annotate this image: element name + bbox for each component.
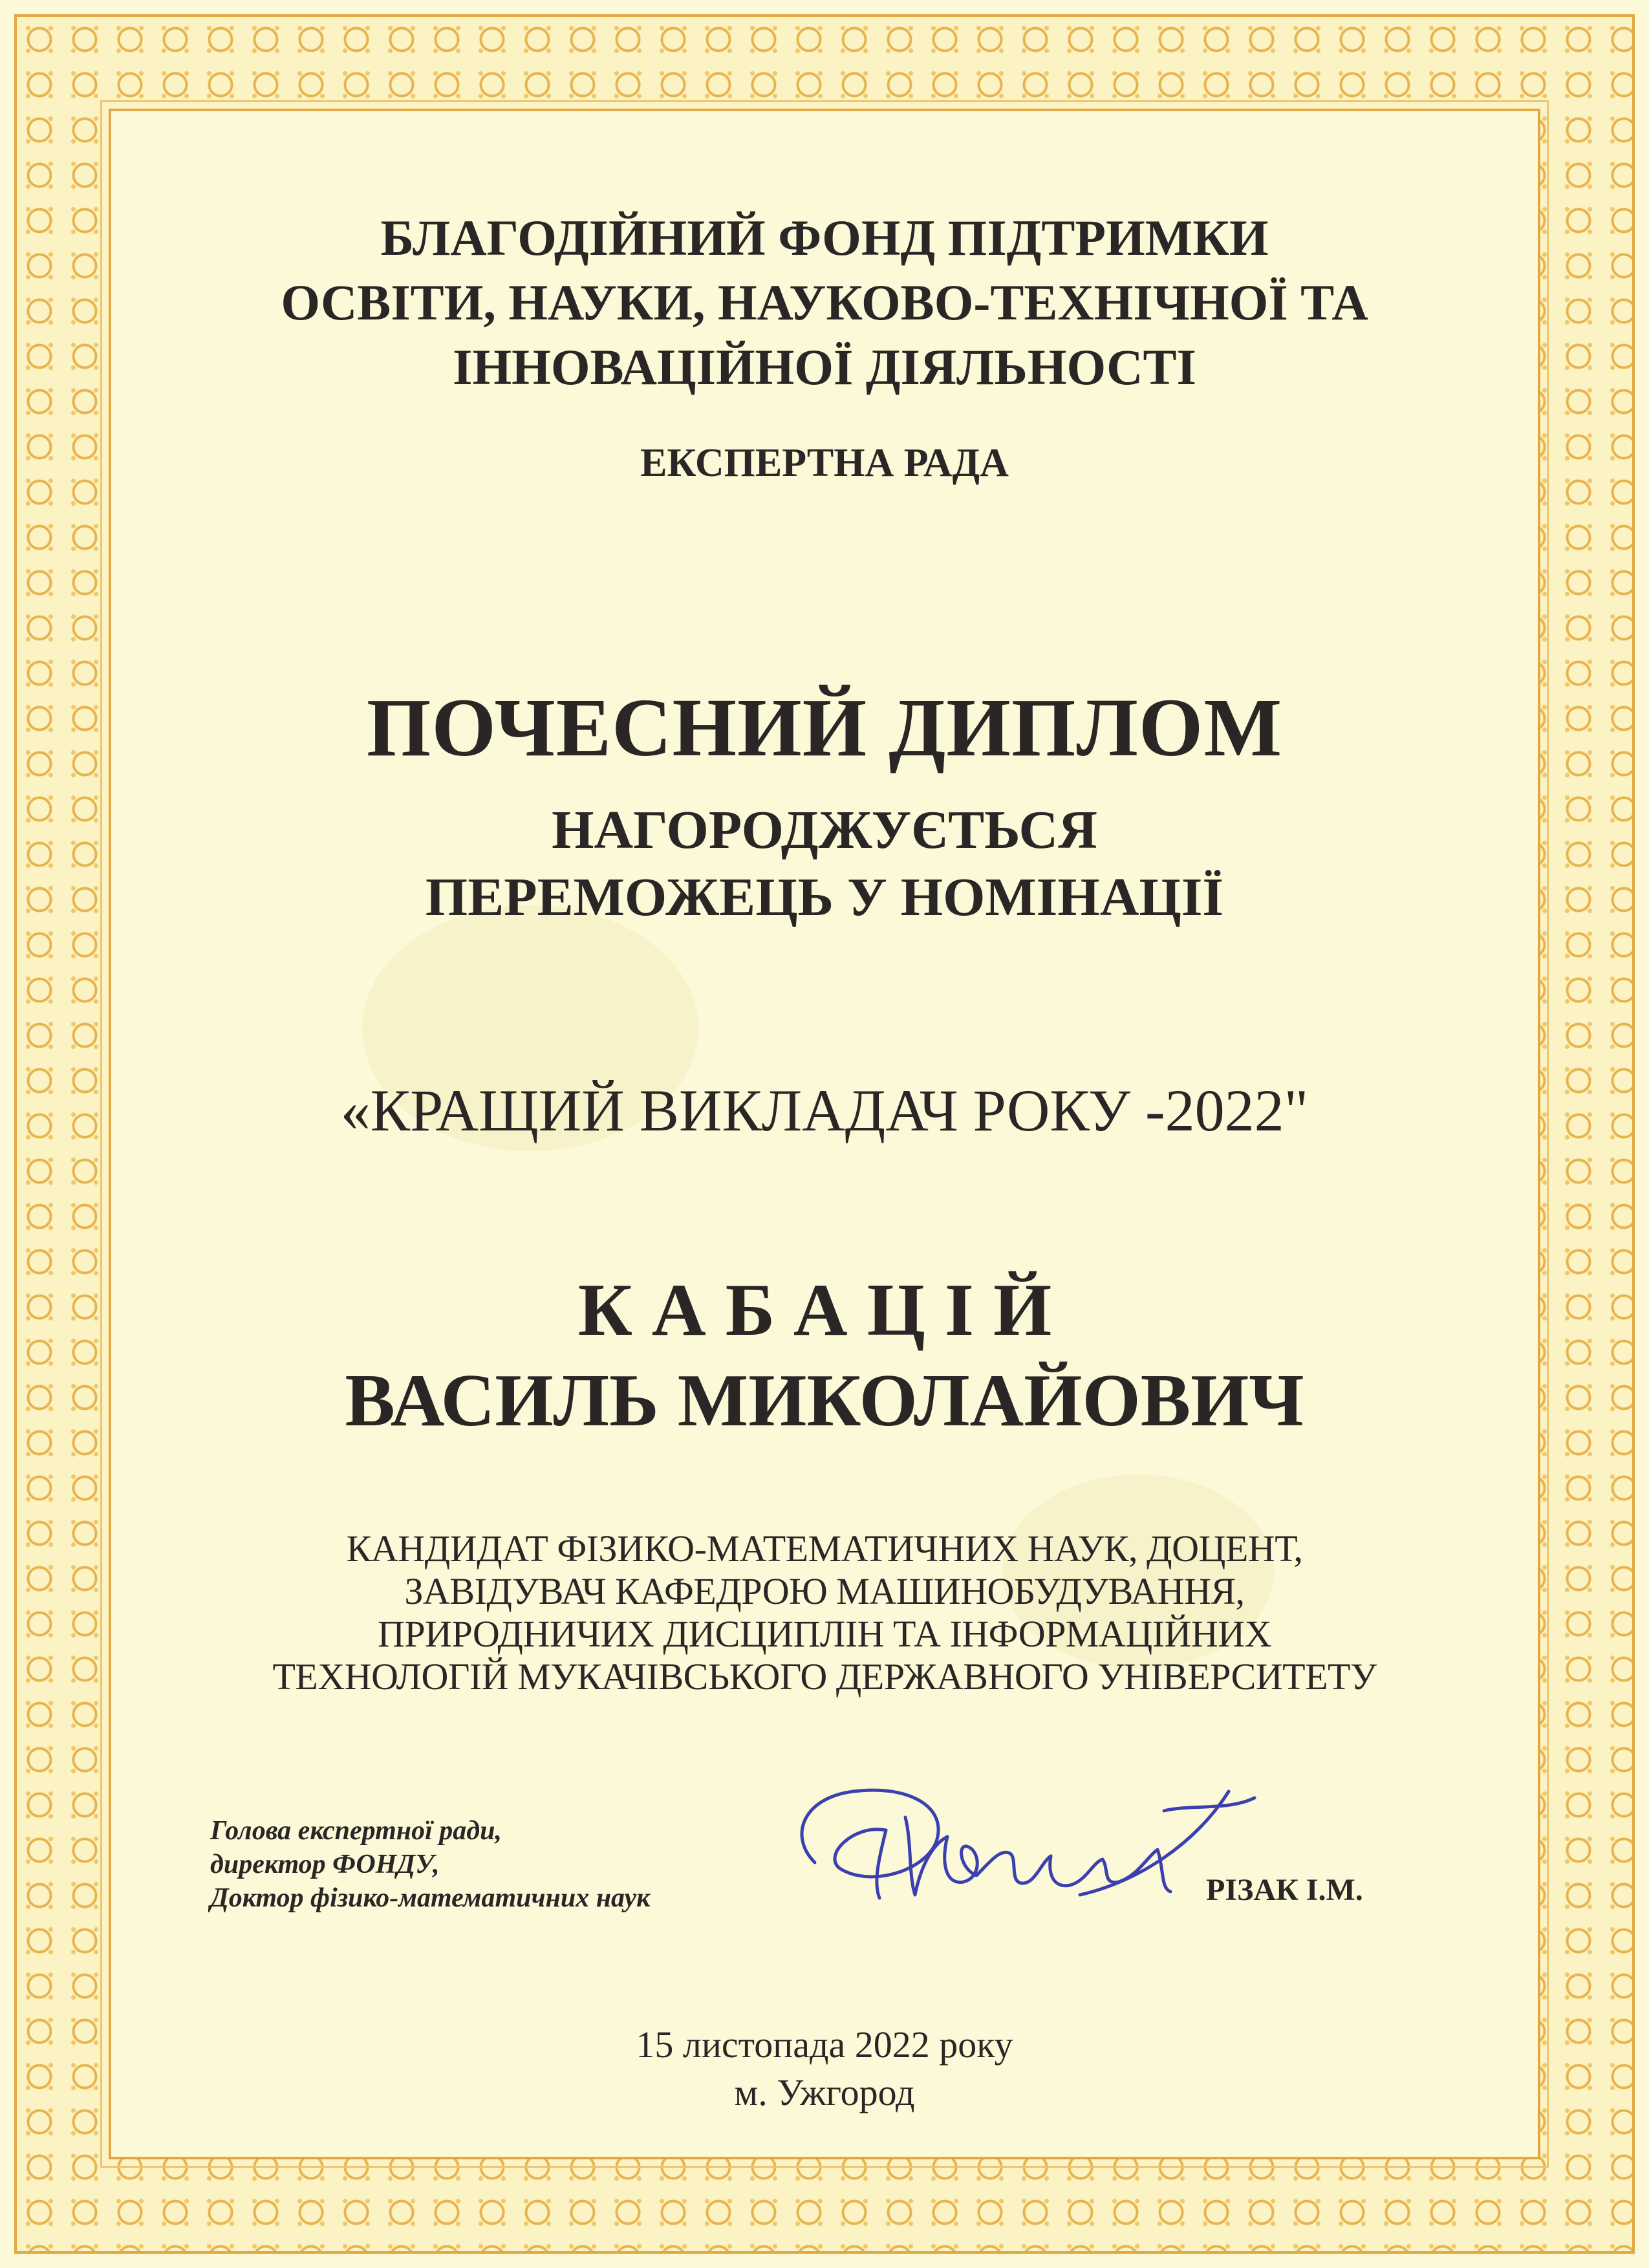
date-and-place — [0, 2021, 1649, 2117]
foundation-line: ОСВІТИ, НАУКИ, НАУКОВО-ТЕХНІЧНОЇ ТА — [281, 274, 1368, 330]
expert-council-heading: ЕКСПЕРТНА РАДА — [640, 441, 1009, 485]
handwritten-signature — [776, 1766, 1267, 1934]
credentials-line: КАНДИДАТ ФІЗИКО-МАТЕМАТИЧНИХ НАУК, ДОЦЕНТ, — [346, 1528, 1303, 1570]
signer-name: РІЗАК І.М. — [1206, 1873, 1363, 1907]
foundation-name — [0, 206, 1649, 400]
signer-title-line: Доктор фізико-математичних наук — [210, 1883, 651, 1913]
awarded-line: ПЕРЕМОЖЕЦЬ У НОМІНАЦІЇ — [425, 867, 1224, 927]
diploma-title: ПОЧЕСНИЙ ДИПЛОМ — [366, 682, 1283, 773]
signer-title-line: Голова експертної ради, — [210, 1816, 502, 1846]
issue-date: 15 листопада 2022 року — [636, 2024, 1013, 2066]
signature-icon — [776, 1766, 1267, 1934]
awarded-line: НАГОРОДЖУЄТЬСЯ — [552, 800, 1097, 860]
signer-titles — [210, 1814, 650, 1915]
issue-place: м. Ужгород — [734, 2071, 915, 2113]
recipient-given-names: ВАСИЛЬ МИКОЛАЙОВИЧ — [345, 1359, 1304, 1442]
awarded-statement — [0, 797, 1649, 931]
credentials-line: ЗАВІДУВАЧ КАФЕДРОЮ МАШИНОБУДУВАННЯ, — [404, 1570, 1245, 1612]
foundation-line: БЛАГОДІЙНИЙ ФОНД ПІДТРИМКИ — [380, 210, 1269, 266]
credentials-line: ТЕХНОЛОГІЙ МУКАЧІВСЬКОГО ДЕРЖАВНОГО УНІВЕРСИТЕТУ — [272, 1656, 1377, 1698]
recipient-credentials — [0, 1528, 1649, 1698]
nomination-title: «КРАЩИЙ ВИКЛАДАЧ РОКУ -2022" — [340, 1077, 1309, 1143]
credentials-line: ПРИРОДНИЧИХ ДИСЦИПЛІН ТА ІНФОРМАЦІЙНИХ — [377, 1613, 1272, 1655]
signer-title-line: директор ФОНДУ, — [210, 1850, 440, 1879]
recipient-surname: КАБАЦІЙ — [577, 1269, 1072, 1352]
foundation-line: ІННОВАЦІЙНОЇ ДІЯЛЬНОСТІ — [453, 339, 1196, 395]
